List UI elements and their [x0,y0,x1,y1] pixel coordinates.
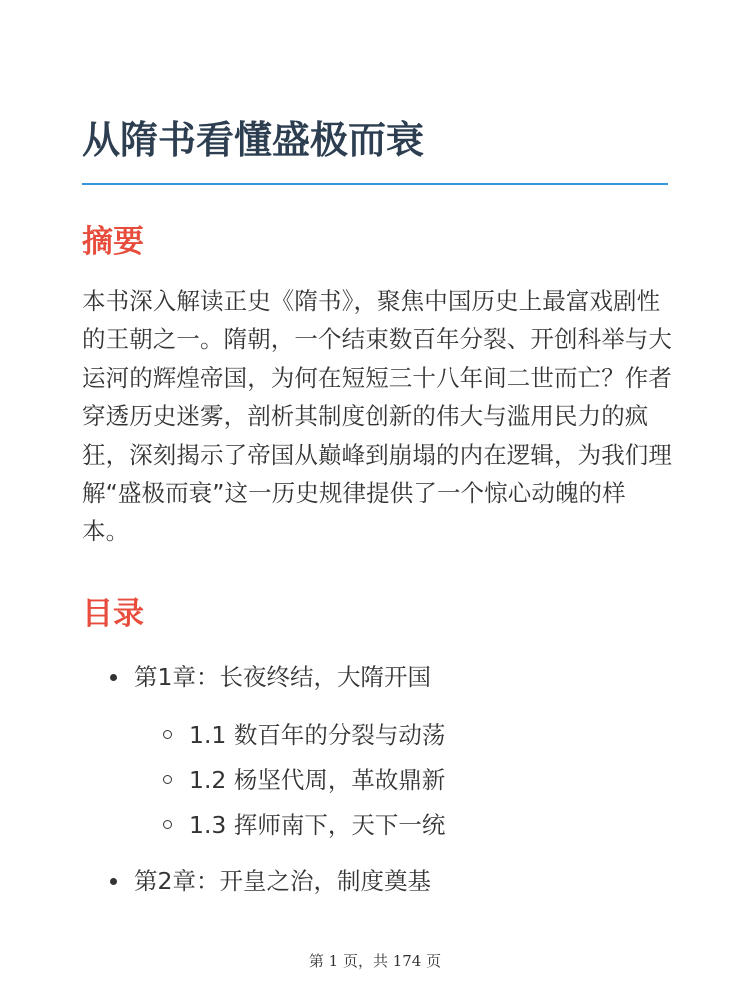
toc-chapter-2: 第2章：开皇之治，制度奠基 [134,864,431,898]
title-divider [82,183,668,185]
toc-section-1-1: 1.1 数百年的分裂与动荡 [189,718,445,752]
summary-paragraph: 本书深入解读正史《隋书》，聚焦中国历史上最富戏剧性的王朝之一。隋朝，一个结束数百年分裂、开创科举与大运河的辉煌帝国，为何在短短三十八年间二世而亡？作者穿透历史迷雾，剖析其制度创新的伟大与滥用民力的疯狂，深刻揭示了帝国从巅峰到崩塌的内在逻辑，为我们理解“盛极而衰”这一历史规律提供了一个惊心动魄的样本。 [82,287,672,546]
toc-heading: 目录 [82,596,144,632]
summary-heading: 摘要 [82,224,144,260]
toc-section-1-2: 1.2 杨坚代周，革故鼎新 [189,763,445,797]
toc-chapter-1: 第1章：长夜终结，大隋开国 [134,660,431,694]
page-number-footer: 第 1 页，共 174 页 [308,952,442,970]
toc-section-1-3: 1.3 挥师南下，天下一统 [189,808,445,842]
page-title: 从隋书看懂盛极而衰 [82,118,425,162]
